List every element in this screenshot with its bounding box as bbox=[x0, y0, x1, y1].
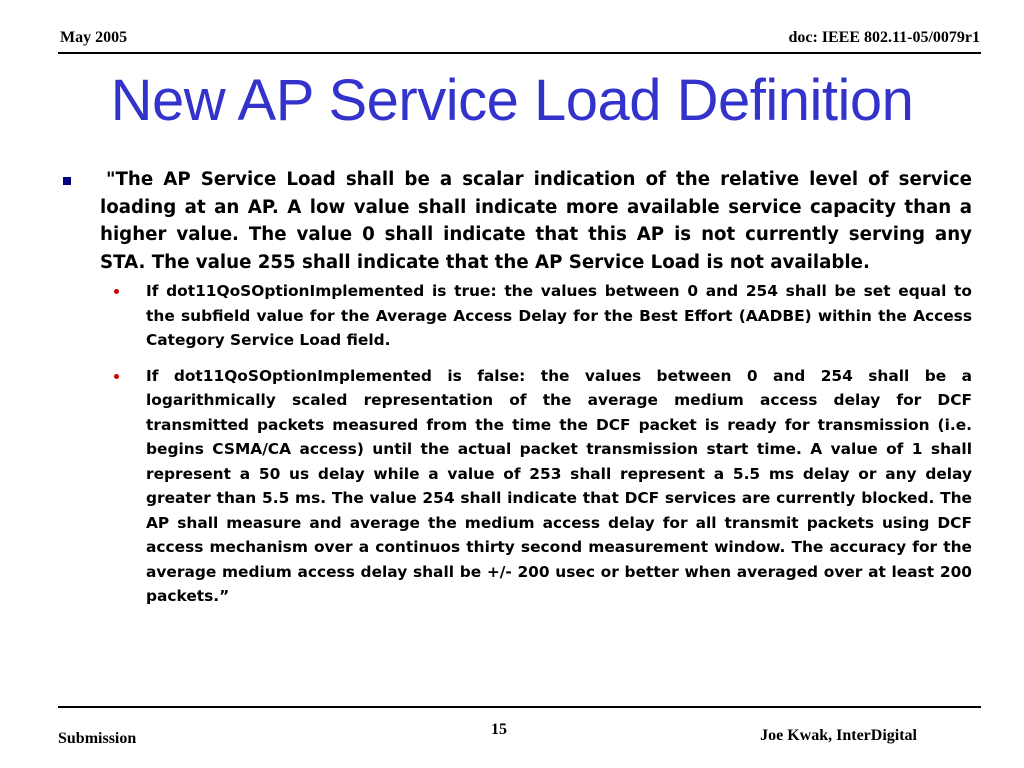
dot-bullet-icon bbox=[114, 374, 119, 379]
footer-submission: Submission bbox=[58, 730, 137, 747]
slide-title: New AP Service Load Definition bbox=[110, 68, 914, 133]
sub-bullet-text: If dot11QoSOptionImplemented is true: the values between 0 and 254 shall be set equal to the subfield value for the Average Access Delay for the Best Effort (AADBE) within the Access Category Service Load field. bbox=[146, 282, 972, 349]
square-bullet-icon bbox=[63, 177, 71, 185]
main-bullet-text: "The AP Service Load shall be a scalar indication of the relative level of service loading at an AP. A low value shall indicate more available service capacity than a higher value. The value 0 shall indicate that this AP is not currently serving any STA. The value 255 shall indicate that the AP Service Load is not available. bbox=[100, 169, 972, 273]
sub-bullet-qos-false bbox=[146, 364, 972, 609]
sub-bullet-text: If dot11QoSOptionImplemented is false: the values between 0 and 254 shall be a logarithmically scaled representation of the average medium access delay for DCF transmitted packets measured from the time the DCF packet is ready for transmission (i.e. begins CSMA/CA access) until the actual packet transmission start time. A value of 1 shall represent a 50 us delay while a value of 253 shall represent a 5.5 ms delay or any delay greater than 5.5 ms. The value 254 shall indicate that DCF services are currently blocked. The AP shall measure and average the medium access delay for all transmit packets using DCF access mechanism over a continuos thirty second measurement window. The accuracy for the average medium access delay shall be +/- 200 usec or better when averaged over at least 200 packets.” bbox=[146, 366, 972, 605]
header-doc-id: doc: IEEE 802.11-05/0079r1 bbox=[788, 29, 980, 46]
sub-bullet-qos-true bbox=[146, 279, 972, 353]
slide-body bbox=[58, 166, 972, 609]
page-number: 15 bbox=[491, 721, 507, 738]
footer-divider bbox=[58, 706, 981, 708]
header-divider bbox=[58, 52, 981, 54]
dot-bullet-icon bbox=[114, 289, 119, 294]
main-bullet bbox=[58, 166, 972, 276]
header-date: May 2005 bbox=[60, 29, 128, 46]
footer-author: Joe Kwak, InterDigital bbox=[760, 727, 917, 744]
